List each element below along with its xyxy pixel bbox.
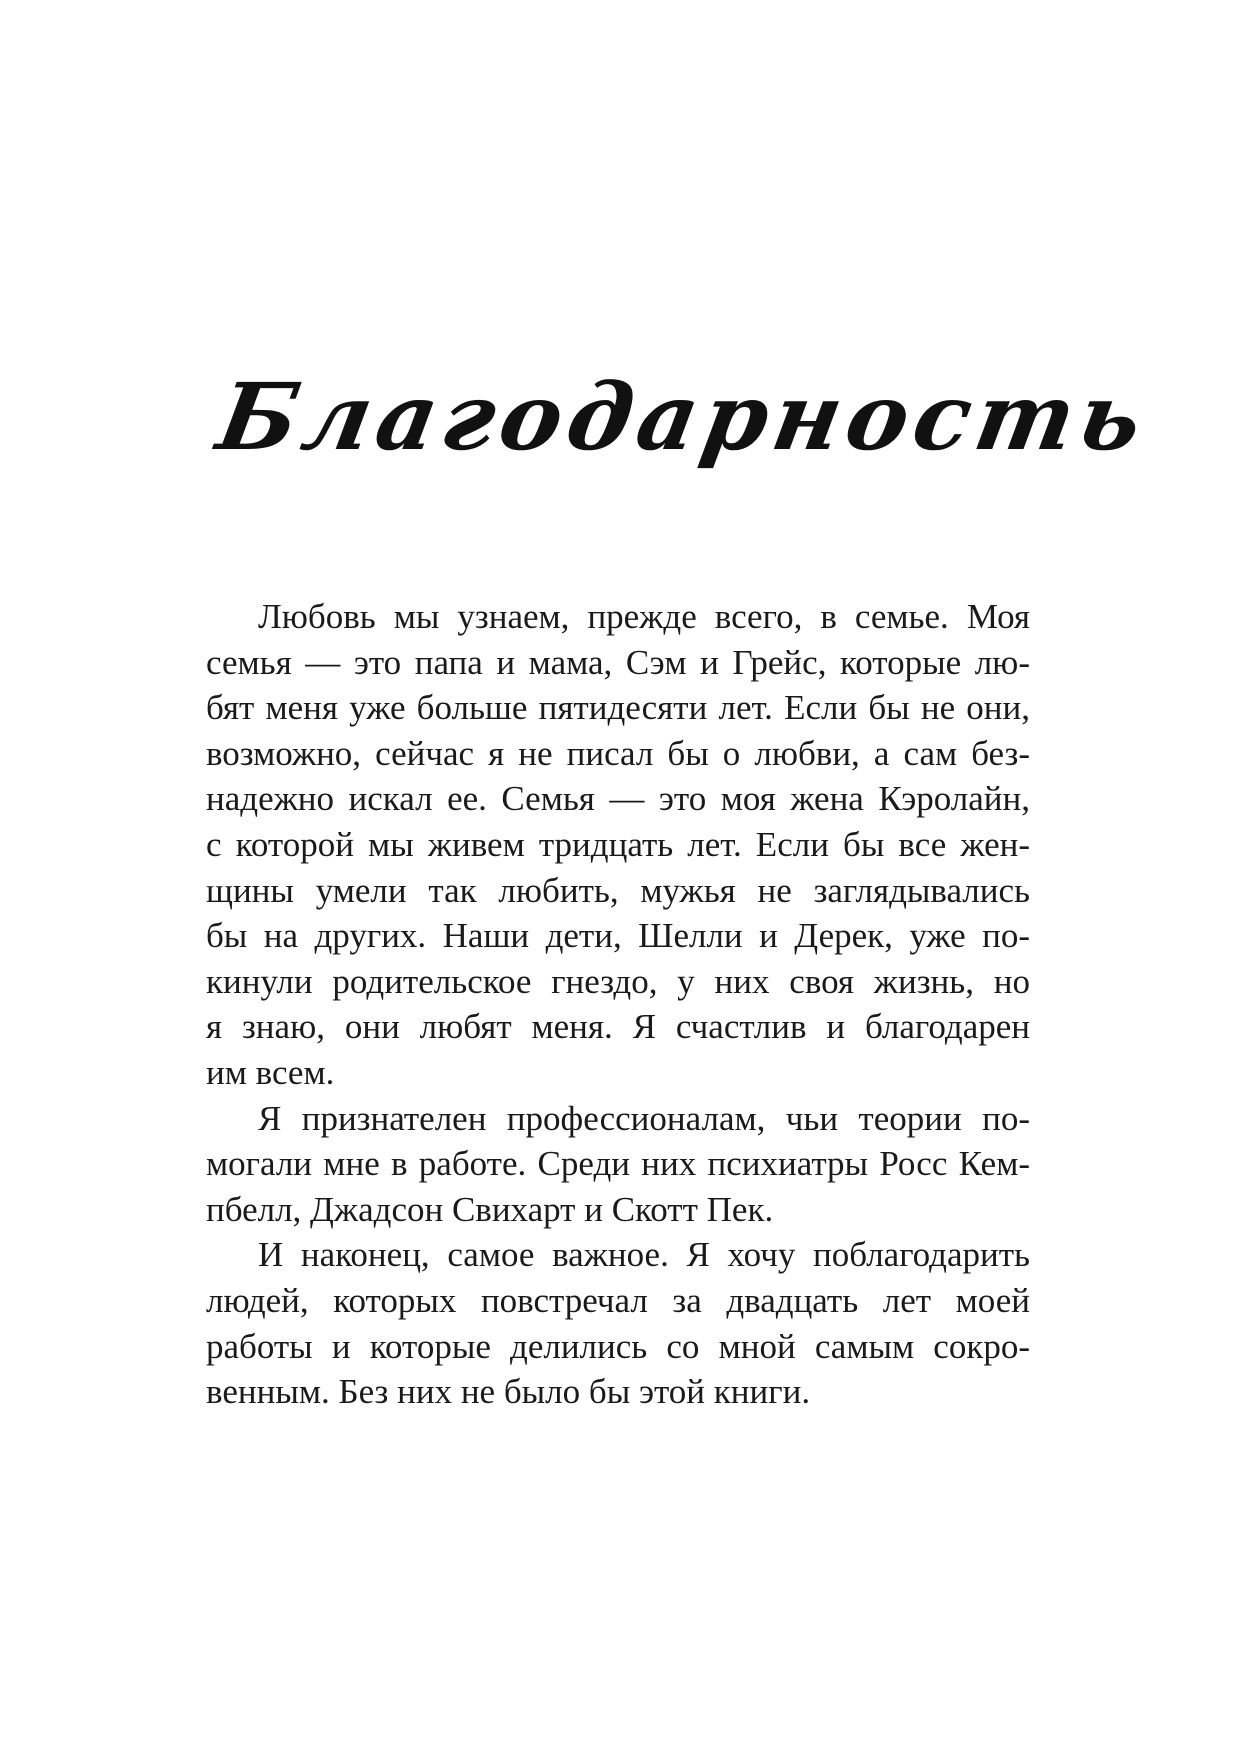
text-line: щины умели так любить, мужья не заглядывались bbox=[206, 870, 1030, 910]
text-line: пбелл, Джадсон Свихарт и Скотт Пек. bbox=[206, 1189, 774, 1229]
text-line: возможно, сейчас я не писал бы о любви, а сам без- bbox=[206, 733, 1030, 773]
text-line: семья — это папа и мама, Сэм и Грейс, которые лю- bbox=[206, 642, 1030, 682]
text-line: с которой мы живем тридцать лет. Если бы все жен- bbox=[206, 824, 1030, 864]
text-line: надежно искал ее. Семья — это моя жена Кэролайн, bbox=[206, 779, 1030, 819]
paragraph-professionals bbox=[206, 1096, 1030, 1233]
text-line: кинули родительское гнездо, у них своя жизнь, но bbox=[206, 961, 1030, 1001]
text-line: И наконец, самое важное. Я хочу поблагодарить bbox=[258, 1235, 1030, 1275]
text-line: людей, которых повстречал за двадцать лет моей bbox=[206, 1280, 1030, 1320]
paragraph-family bbox=[206, 594, 1030, 1096]
text-line: я знаю, они любят меня. Я счастлив и благодарен bbox=[206, 1007, 1030, 1047]
text-line: могали мне в работе. Среди них психиатры Росс Кем- bbox=[206, 1144, 1030, 1184]
body-text bbox=[206, 594, 1030, 1415]
text-line: бы на других. Наши дети, Шелли и Дерек, уже по- bbox=[206, 916, 1030, 956]
text-line: работы и которые делились со мной самым сокро- bbox=[206, 1326, 1030, 1366]
text-line: Я признателен профессионалам, чьи теории по- bbox=[258, 1098, 1030, 1138]
text-line: бят меня уже больше пятидесяти лет. Если бы не они, bbox=[206, 688, 1030, 728]
text-line: венным. Без них не было бы этой книги. bbox=[206, 1372, 811, 1412]
text-line: им всем. bbox=[206, 1052, 335, 1092]
chapter-title: Благодарность bbox=[210, 363, 1157, 471]
paragraph-people bbox=[206, 1232, 1030, 1414]
text-line: Любовь мы узнаем, прежде всего, в семье. Моя bbox=[258, 597, 1030, 636]
